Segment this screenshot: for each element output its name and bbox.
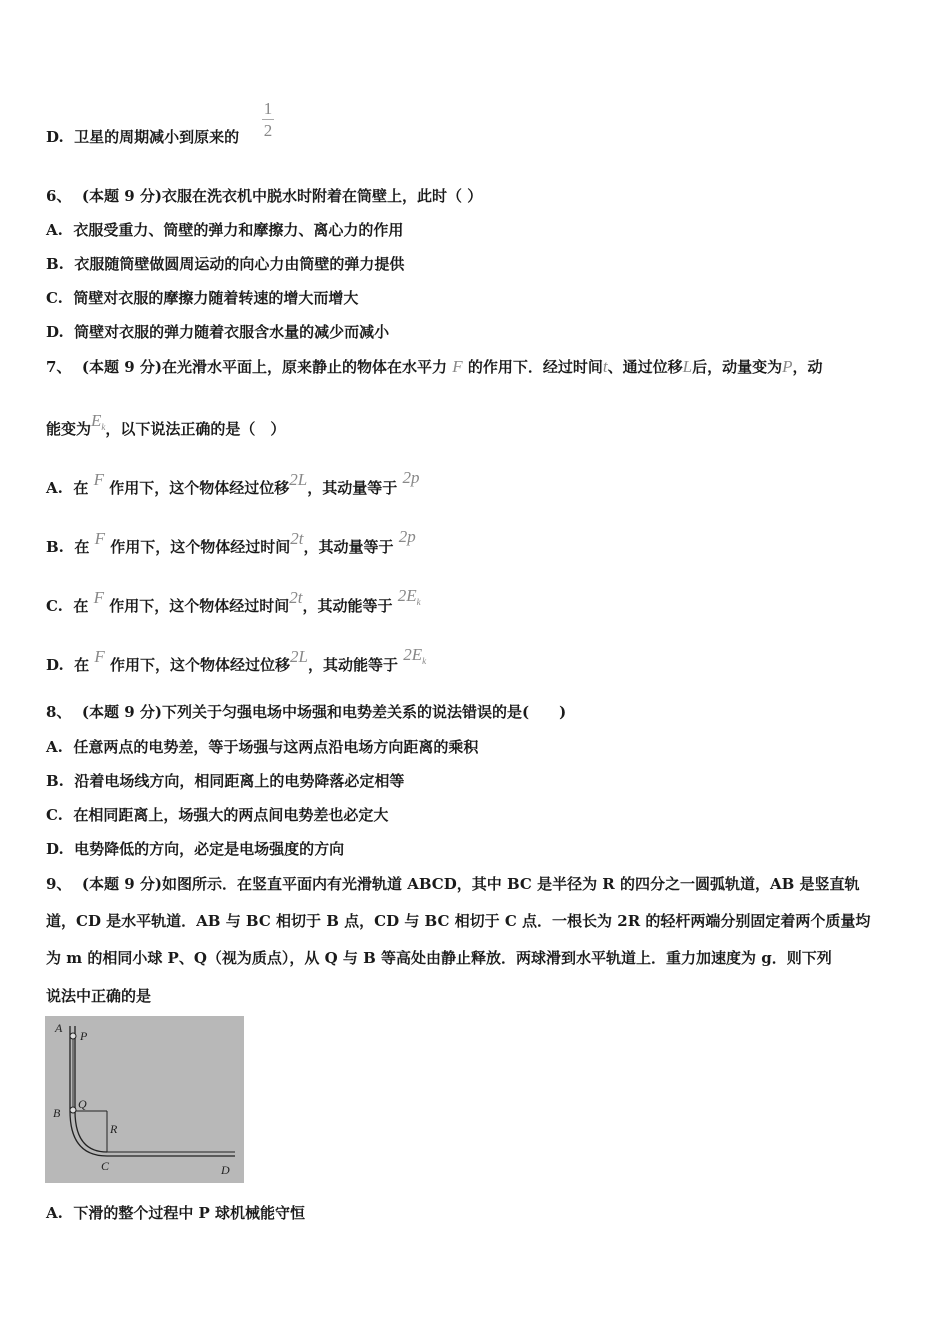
question-number: 9、 xyxy=(46,875,72,893)
symbol-time: t xyxy=(602,357,608,376)
symbol-force: F xyxy=(94,529,105,548)
option-result xyxy=(399,527,416,546)
option-text: 筒壁对衣服的弹力随着衣服含水量的减少而减小 xyxy=(74,323,390,341)
option-label: D. xyxy=(46,323,64,341)
question-8-option-c xyxy=(46,805,910,825)
option-text: 衣服受重力、筒壁的弹力和摩擦力、离心力的作用 xyxy=(73,221,404,239)
question-8-stem xyxy=(46,702,910,722)
question-6-option-d xyxy=(46,322,910,342)
symbol-displacement: L xyxy=(682,357,693,376)
option-label: A. xyxy=(46,738,63,756)
question-8-option-b xyxy=(46,771,910,791)
question-text: (本题 9 分)下列关于匀强电场中场强和电势差关系的说法错误的是( ) xyxy=(81,703,567,721)
option-d-satellite xyxy=(46,127,910,147)
option-text: 作用下，这个物体经过位移 xyxy=(110,656,291,674)
question-text: (本题 9 分)衣服在洗衣机中脱水时附着在筒壁上，此时（ ） xyxy=(81,187,483,205)
question-text: ，以下说法正确的是（ ） xyxy=(105,420,286,438)
option-label: D. xyxy=(46,656,64,674)
question-6-stem xyxy=(46,186,910,206)
question-text: 的作用下．经过时间 xyxy=(467,358,603,376)
option-text: 在相同距离上，场强大的两点间电势差也必定大 xyxy=(73,806,389,824)
result-subscript: k xyxy=(416,597,421,607)
question-9-line4 xyxy=(46,986,910,1006)
question-number: 6、 xyxy=(46,187,72,205)
label-b: B xyxy=(53,1106,61,1120)
fraction-denominator: 2 xyxy=(263,121,273,140)
question-6-option-a xyxy=(46,220,910,240)
option-text: ，其动量等于 xyxy=(307,479,398,497)
result-main: 2E xyxy=(397,586,417,605)
option-text: 下滑的整个过程中 P 球机械能守恒 xyxy=(73,1204,306,1222)
fraction-numerator: 1 xyxy=(263,99,273,118)
symbol-force: F xyxy=(93,588,104,607)
option-text: 衣服随筒壁做圆周运动的向心力由筒壁的弹力提供 xyxy=(74,255,405,273)
question-7-option-a xyxy=(46,468,910,500)
question-6-option-b xyxy=(46,254,910,274)
question-text: 道，CD 是水平轨道．AB 与 BC 相切于 B 点，CD 与 BC 相切于 C 点．一根长为 2R 的轻杆两端分别固定着两个质量均 xyxy=(46,912,871,930)
option-text: 卫星的周期减小到原来的 xyxy=(74,128,240,146)
question-number: 7、 xyxy=(46,358,72,376)
option-label: C. xyxy=(46,597,63,615)
result-main: 2p xyxy=(398,527,416,546)
option-label: B. xyxy=(46,255,64,273)
option-result xyxy=(403,645,426,664)
symbol-force: F xyxy=(94,647,105,666)
fraction-one-half xyxy=(262,100,274,139)
question-9-option-a xyxy=(46,1203,910,1223)
option-text: 沿着电场线方向，相同距离上的电势降落必定相等 xyxy=(74,772,405,790)
option-text: 任意两点的电势差，等于场强与这两点沿电场方向距离的乘积 xyxy=(73,738,479,756)
question-text: 说法中正确的是 xyxy=(46,987,152,1005)
label-c: C xyxy=(101,1159,110,1173)
label-d: D xyxy=(221,1163,230,1177)
question-9-line1 xyxy=(46,874,910,894)
question-7-option-d xyxy=(46,645,910,677)
option-result xyxy=(398,586,421,605)
option-label: C. xyxy=(46,289,63,307)
question-9-line3 xyxy=(46,948,910,968)
question-text: 后，动量变为 xyxy=(692,358,783,376)
question-6-option-c xyxy=(46,288,910,308)
option-label: D. xyxy=(46,128,64,146)
label-a: A xyxy=(55,1021,63,1035)
symbol-momentum: P xyxy=(782,357,793,376)
option-result xyxy=(402,468,419,487)
option-text: 作用下，这个物体经过位移 xyxy=(109,479,290,497)
option-text: ，其动能等于 xyxy=(308,656,399,674)
symbol-force: F xyxy=(452,357,463,376)
option-value: 2t xyxy=(290,529,304,548)
option-text: ，其动量等于 xyxy=(303,538,394,556)
symbol-e: E xyxy=(91,411,102,430)
result-subscript: k xyxy=(422,656,427,666)
question-text: 、通过位移 xyxy=(607,358,683,376)
question-7-stem-line2 xyxy=(46,411,910,441)
option-text: 在 xyxy=(74,656,90,674)
track-figure xyxy=(45,1016,244,1183)
ball-q xyxy=(70,1107,76,1113)
question-7-option-b xyxy=(46,527,910,559)
option-text: 作用下，这个物体经过时间 xyxy=(110,538,291,556)
question-8-option-d xyxy=(46,839,910,859)
option-text: 筒壁对衣服的摩擦力随着转速的增大而增大 xyxy=(73,289,359,307)
question-text: 为 m 的相同小球 P、Q（视为质点），从 Q 与 B 等高处由静止释放．两球滑到水平轨道上．重力加速度为 g．则下列 xyxy=(46,949,832,967)
question-text: 能变为 xyxy=(46,420,92,438)
option-label: A. xyxy=(46,1204,63,1222)
question-7-option-c xyxy=(46,586,910,618)
question-text: ，动 xyxy=(792,358,823,376)
option-value: 2L xyxy=(289,470,308,489)
option-text: ，其动能等于 xyxy=(302,597,393,615)
option-value: 2L xyxy=(290,647,309,666)
question-number: 8、 xyxy=(46,703,72,721)
option-text: 电势降低的方向，必定是电场强度的方向 xyxy=(74,840,345,858)
option-text: 在 xyxy=(73,479,89,497)
symbol-kinetic-energy xyxy=(91,411,105,430)
option-label: A. xyxy=(46,221,63,239)
label-q: Q xyxy=(78,1097,87,1111)
result-main: 2p xyxy=(402,468,420,487)
subscript-k: k xyxy=(101,422,106,432)
option-text: 在 xyxy=(73,597,89,615)
question-9-line2 xyxy=(46,911,910,931)
label-p: P xyxy=(80,1029,88,1043)
option-label: C. xyxy=(46,806,63,824)
option-label: D. xyxy=(46,840,64,858)
question-7-stem-line1 xyxy=(46,357,910,377)
option-label: B. xyxy=(46,538,64,556)
symbol-force: F xyxy=(93,470,104,489)
option-text: 在 xyxy=(74,538,90,556)
option-value: 2t xyxy=(289,588,303,607)
question-8-option-a xyxy=(46,737,910,757)
result-main: 2E xyxy=(403,645,423,664)
option-text: 作用下，这个物体经过时间 xyxy=(109,597,290,615)
question-text: (本题 9 分)在光滑水平面上，原来静止的物体在水平力 xyxy=(81,358,447,376)
option-label: A. xyxy=(46,479,63,497)
question-text: (本题 9 分)如图所示．在竖直平面内有光滑轨道 ABCD，其中 BC 是半径为 R 的四分之一圆弧轨道，AB 是竖直轨 xyxy=(81,875,860,893)
option-label: B. xyxy=(46,772,64,790)
track-diagram xyxy=(45,1016,244,1183)
label-r: R xyxy=(110,1122,118,1136)
ball-p xyxy=(70,1033,76,1039)
